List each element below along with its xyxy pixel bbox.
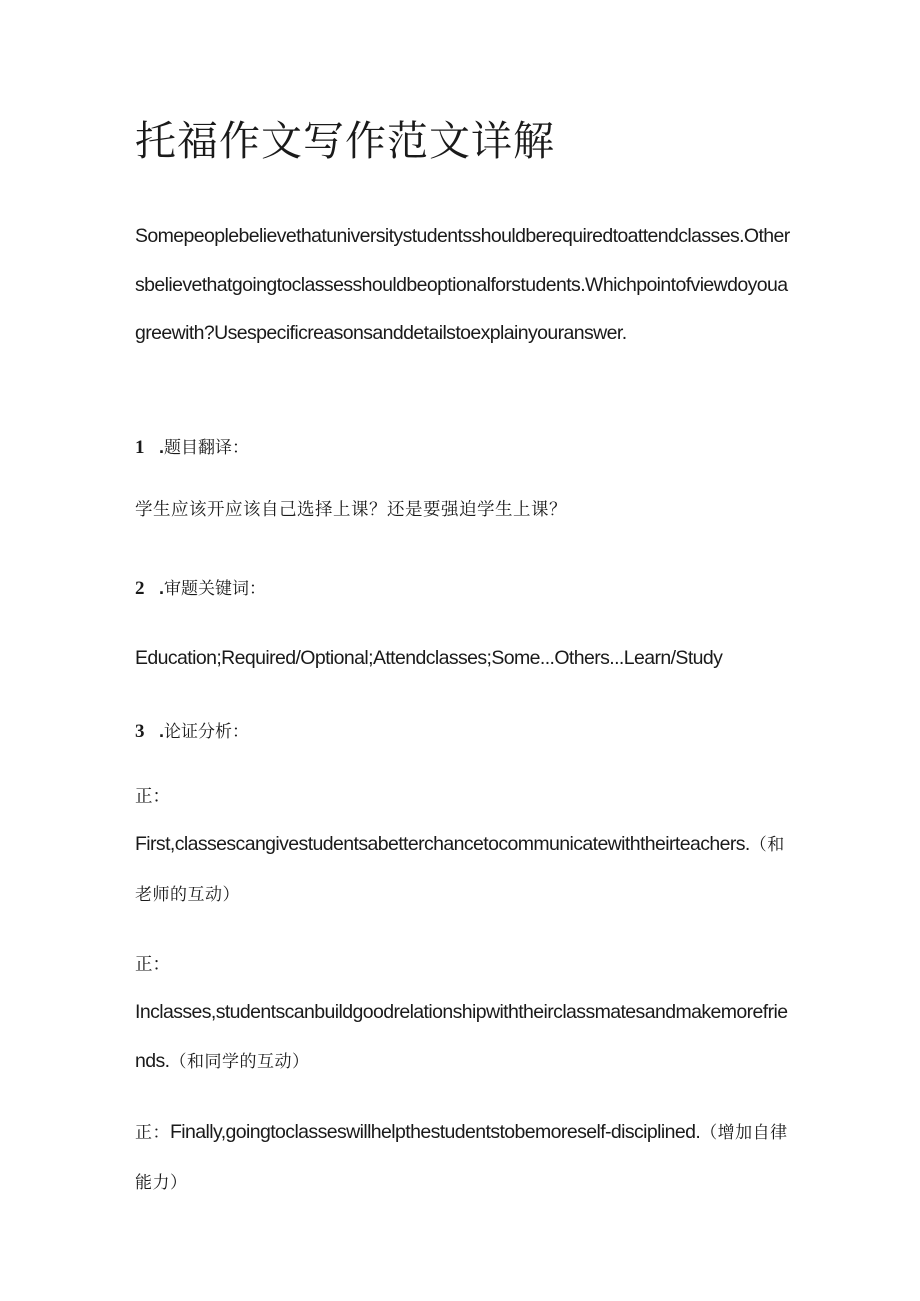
section-heading-keywords [135,573,266,604]
section-label: 题目翻译： [164,438,250,458]
section-heading-translation [135,432,249,463]
section-dot: . [159,721,165,741]
page-title: 托福作文写作范文详解 [135,117,555,165]
essay-prompt: Somepeoplebelievethatuniversitystudentsshouldberequiredtoattendclasses.Othersbelievethatgoingtoclassesshouldbeoptionalforstudents.Whichpointofviewdoyouagreewith?Usespecificreasonsanddetailstoexplainyouranswer. [135,225,790,344]
section-heading-analysis [135,716,249,747]
argument-point [135,1108,795,1207]
point-note: （和老师的互动） [135,835,785,905]
section-number: 1 [135,437,145,458]
argument-point [135,820,795,919]
point-note: （增加自律能力） [135,1123,788,1193]
point-text: Inclasses,studentscanbuildgoodrelationshipwiththeirclassmatesandmakemorefriends. [135,1001,788,1072]
point-text: First,classescangivestudentsabetterchancetocommunicatewiththeirteachers. [135,833,750,855]
point-text: Finally,goingtoclasseswillhelpthestudentstobemoreself-disciplined. [170,1121,701,1143]
point-marker: 正： [135,787,170,807]
section-label: 论证分析： [164,722,250,742]
argument-point [135,988,795,1086]
section-dot: . [159,578,165,598]
section-number: 3 [135,721,145,742]
point-note: （和同学的互动） [169,1051,310,1072]
point-marker: 正： [135,1123,170,1143]
keywords-text: Education;Required/Optional;Attendclasses;Some...Others...Learn/Study [135,647,723,669]
point-marker: 正： [135,955,170,975]
section-number: 2 [135,578,145,599]
translation-text: 学生应该开应该自己选择上课？还是要强迫学生上课？ [135,500,567,520]
section-dot: . [159,437,165,457]
section-label: 审题关键词： [164,579,267,599]
